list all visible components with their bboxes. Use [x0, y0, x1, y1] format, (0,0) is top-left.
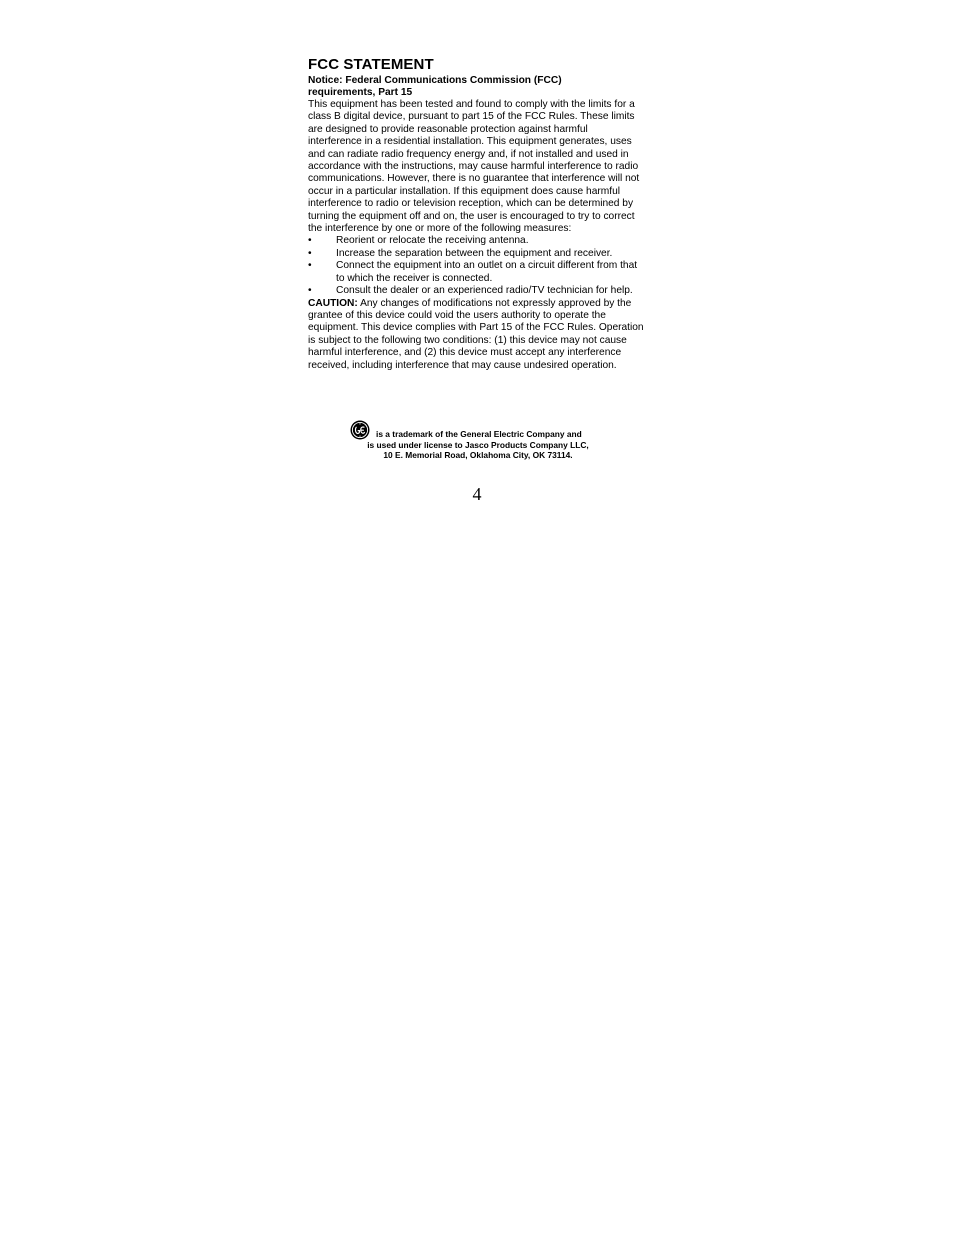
- list-item: [308, 285, 644, 297]
- section-heading: FCC STATEMENT: [308, 56, 434, 73]
- caution-label: CAUTION:: [308, 297, 358, 309]
- trademark-line-1: is a trademark of the General Electric Company and: [348, 420, 608, 440]
- trademark-line-3: 10 E. Memorial Road, Oklahoma City, OK 73114.: [383, 450, 573, 461]
- list-item: [308, 260, 644, 285]
- measure-text: Reorient or relocate the receiving antenna.: [336, 235, 529, 247]
- measure-text: Connect the equipment into an outlet on a circuit different from that to which the receiver is connected.: [336, 260, 638, 284]
- bullet-icon: •: [308, 235, 312, 247]
- measure-text: Increase the separation between the equipment and receiver.: [336, 247, 613, 259]
- bullet-icon: •: [308, 247, 312, 259]
- fcc-statement-section: [308, 56, 644, 372]
- measure-text: Consult the dealer or an experienced radio/TV technician for help.: [336, 285, 633, 297]
- ge-logo-icon: [350, 420, 370, 440]
- list-item: [308, 235, 644, 247]
- caution-text: Any changes of modifications not expressly approved by the grantee of this device could void the users authority to operate the equipment. This device complies with Part 15 of the FCC Rules. Operation is subject to the following two conditions: (1) this device may not cause harmful interference, and (2) this device must accept any interference received, including interference that may cause undesired operation.: [308, 297, 644, 371]
- bullet-icon: •: [308, 285, 312, 297]
- intro-paragraph: This equipment has been tested and found to comply with the limits for a class B digital device, pursuant to part 15 of the FCC Rules. These limits are designed to provide reasonable protection against harmful interference in a residential installation. This equipment generates, uses and can radiate radio frequency energy and, if not installed and used in accordance with the instructions, may cause harmful interference to radio communications. However, there is no guarantee that interference will not occur in a particular installation. If this equipment does cause harmful interference to radio or television reception, which can be determined by turning the equipment off and on, the user is encouraged to try to correct the interference by one or more of the following measures:: [308, 99, 640, 235]
- notice-subheading: Notice: Federal Communications Commission (FCC) requirements, Part 15: [308, 75, 562, 98]
- caution-paragraph: [308, 298, 644, 372]
- bullet-icon: •: [308, 260, 312, 272]
- measures-list: [308, 235, 644, 297]
- trademark-line-2: is used under license to Jasco Products Company LLC,: [367, 440, 589, 450]
- page-number: 4: [472, 484, 482, 504]
- trademark-notice: [348, 420, 608, 461]
- list-item: [308, 248, 644, 260]
